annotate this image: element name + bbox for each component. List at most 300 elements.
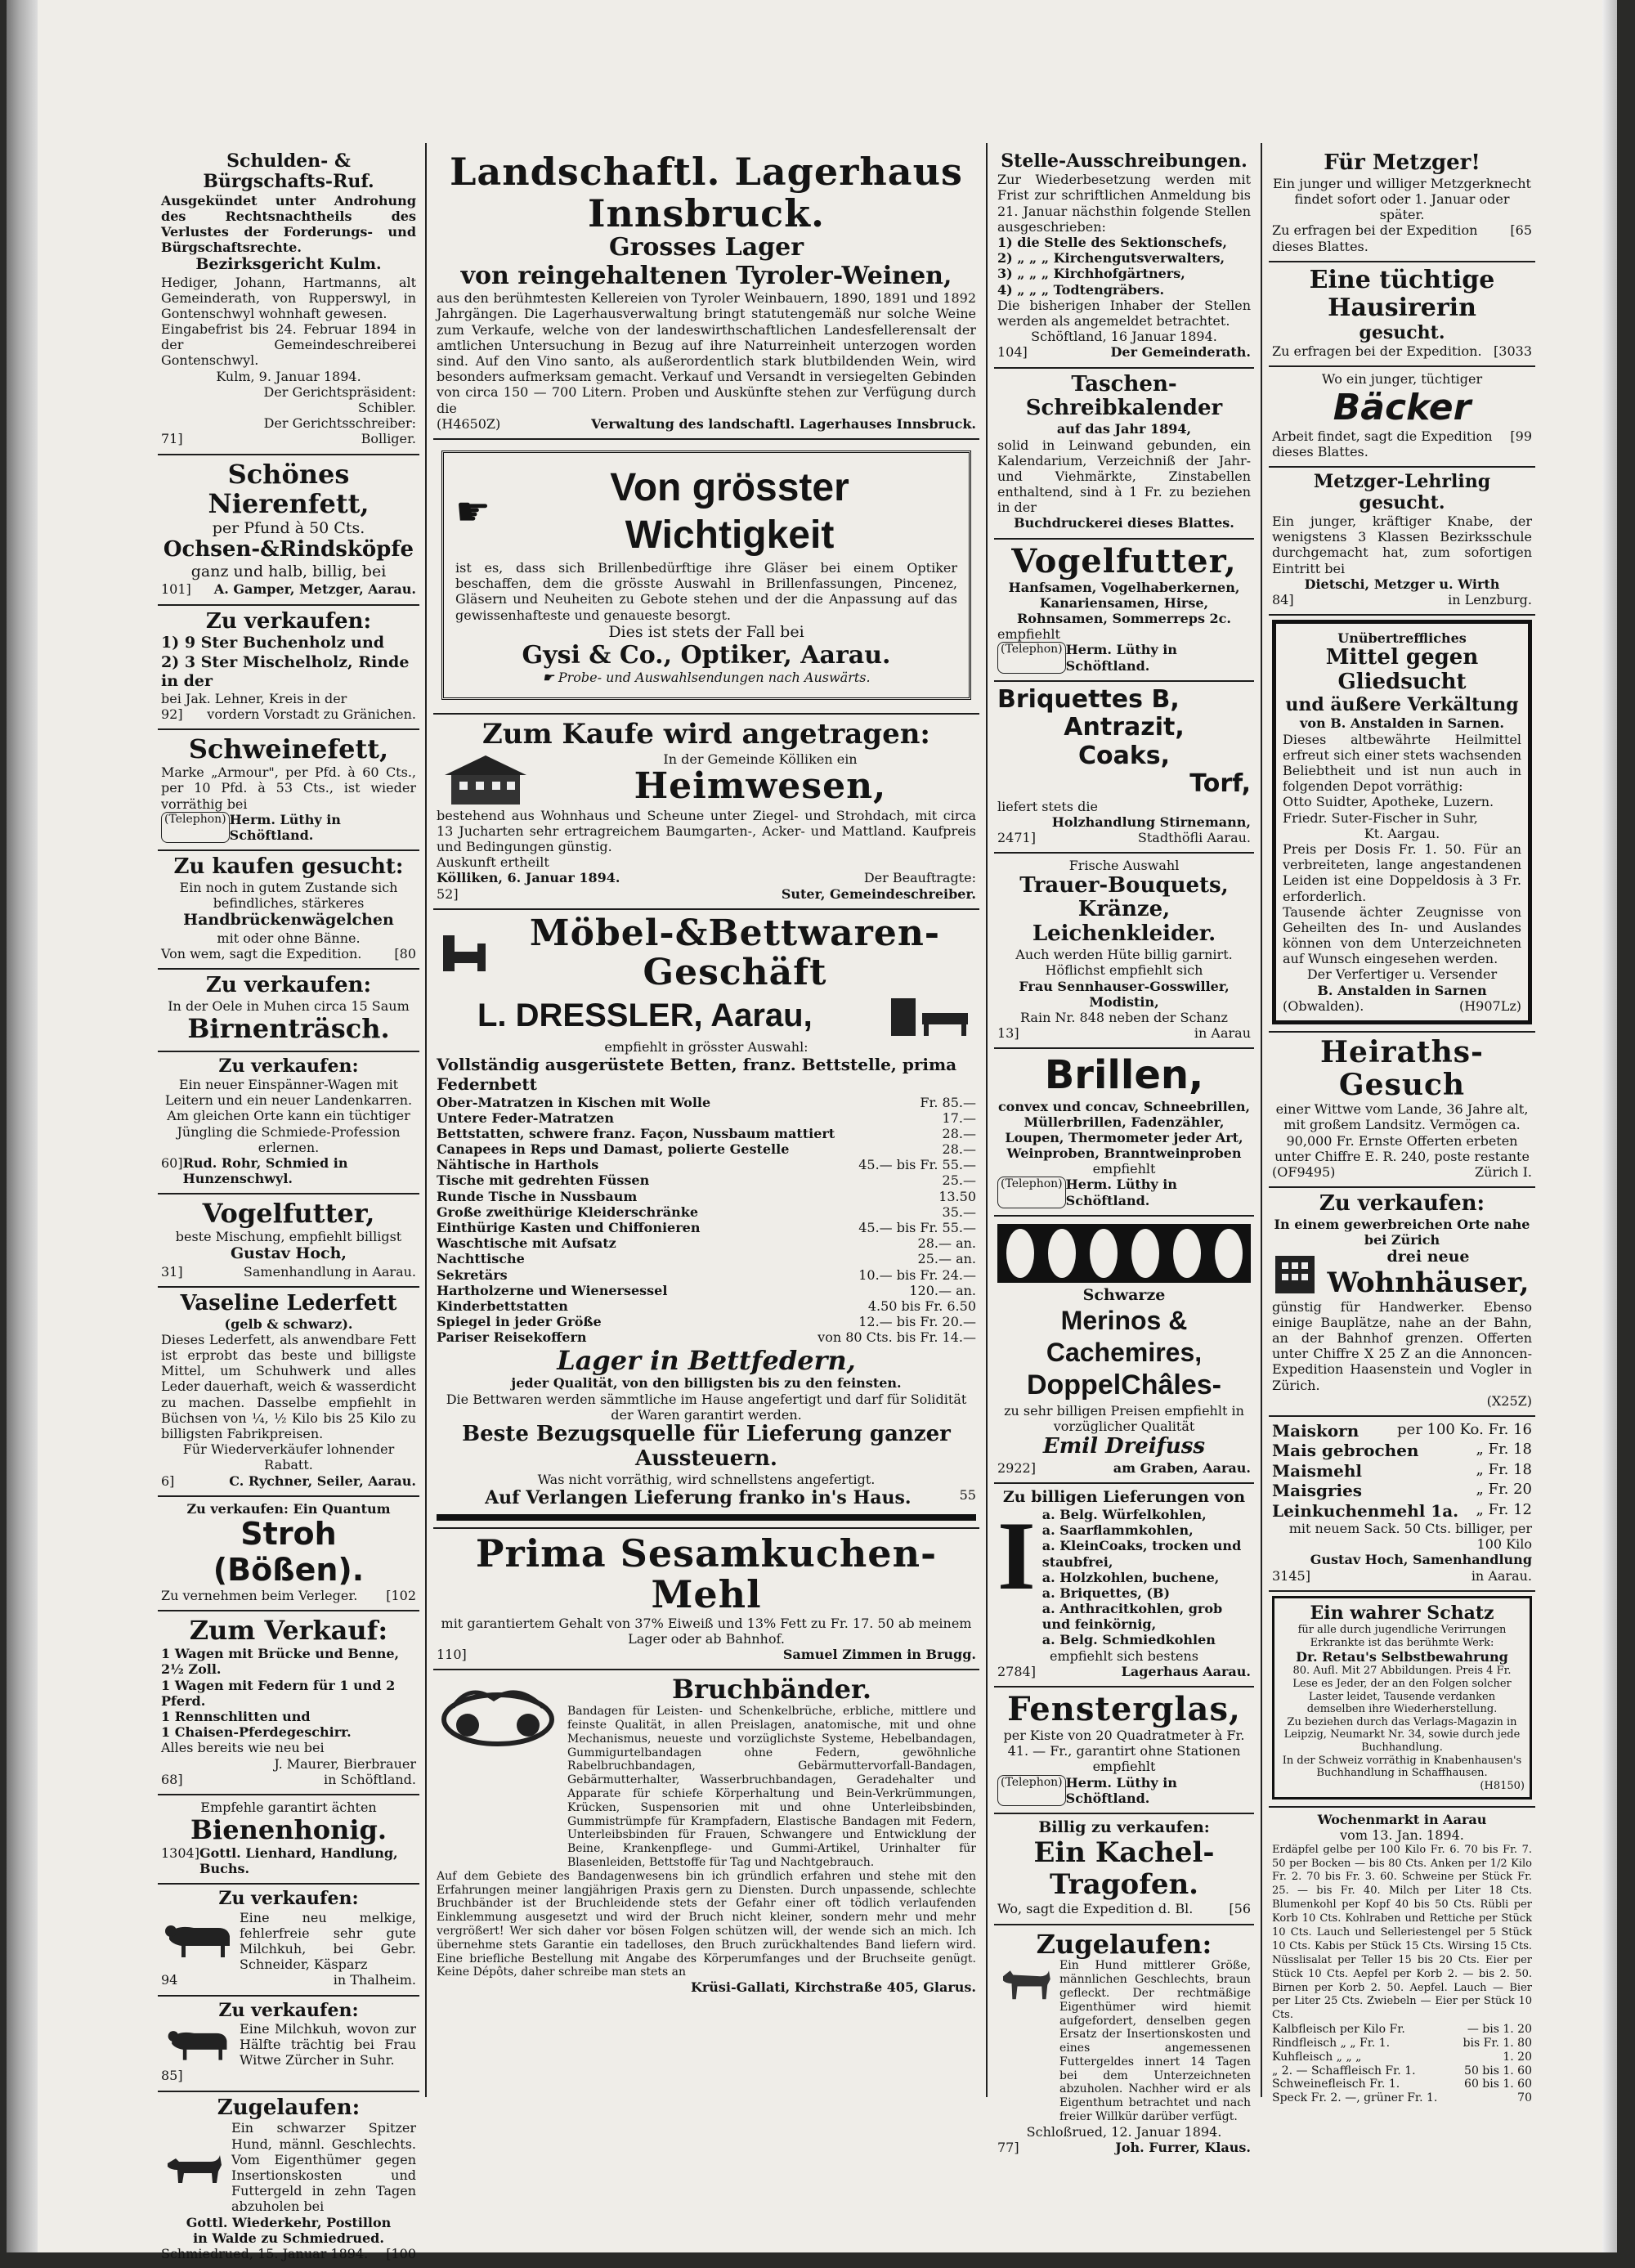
ad-text: bestehend aus Wohnhaus und Scheune unter Ziegel- und Strohdach, mit circa 13 Jucharten sehr ertragreichem Baumgarten-, Acker- und Mattland. Kaufpreis und Bedingungen günstig. bbox=[437, 807, 976, 855]
ad-title: Zugelaufen: bbox=[217, 2095, 361, 2120]
furniture-icon bbox=[886, 993, 976, 1039]
ad-text: in Schöftland. bbox=[323, 1771, 416, 1787]
ad-heiraths-gesuch bbox=[1269, 1033, 1535, 1188]
ad-seller: Holzhandlung Stirnemann, bbox=[1051, 814, 1251, 830]
ad-item: Antrazit, bbox=[1064, 713, 1185, 742]
ad-text: Zu erfragen bei der Expedition dieses Blattes. bbox=[1272, 222, 1478, 254]
ad-item: Coaks, bbox=[1077, 741, 1171, 770]
ad-date: Schloßrued, 12. Januar 1894. bbox=[1026, 2123, 1222, 2140]
ad-text: Erdäpfel gelbe per 100 Kilo Fr. 6. 70 bis Fr. 7. 50 per Bocken — bis 80 Cts. Anken per 1/2 Kilo Fr. 2. 70 bis Fr. 3. 60. Schweine per Stück Fr. 25. — bis Fr. 40. Milch per Liter 18 Cts. Blumenkohl per Kopf 40 bis 50 Cts. Rübli per Korb 10 Cts. Kohlraben und Rettiche per Stück 10 Cts. Lauch und Selleriestengel per 5 Stück 10 Cts. Kabis per Stück 15 Cts. Wirsing 15 Cts. Nüsslisalat per Teller 15 bis 20 Cts. Eier per Stück 10 Cts. Aepfel per Korb 2. — bis 2. 50. Birnen per Korb 2. 50. Aepfel. Lauch — Bier per Liter 25 Cts. Zwiebeln — Eier per Stück 10 Cts. bbox=[1272, 1843, 1532, 2022]
ad-text: mit garantiertem Gehalt von 37% Eiweiß und 13% Fett zu Fr. 17. 50 ab meinem Lager oder ab Bahnhof. bbox=[441, 1615, 972, 1647]
ad-text: Vollständig ausgerüstete Betten, franz. Bettstelle, prima Federnbett bbox=[437, 1054, 957, 1095]
ad-hausirerin bbox=[1269, 262, 1535, 367]
ad-text: zu sehr billigen Preisen empfiehlt in vorzüglicher Qualität bbox=[1004, 1402, 1244, 1434]
mais-item-name: Mais gebrochen bbox=[1272, 1441, 1419, 1461]
ad-kachel-tragofen bbox=[994, 1814, 1254, 1925]
column-4 bbox=[1269, 147, 1535, 2105]
telephon-badge: (Telephon) bbox=[997, 642, 1066, 673]
ad-title: Merinos & Cachemires, bbox=[1046, 1305, 1203, 1368]
ad-title: Zu kaufen gesucht: bbox=[173, 854, 404, 880]
ad-fensterglas bbox=[994, 1688, 1254, 1814]
price-value: 25.— an. bbox=[917, 1251, 976, 1267]
ad-text: 1) die Stelle des Sektionschefs, bbox=[997, 235, 1227, 251]
price-item-name: Große zweithürige Kleiderschränke bbox=[437, 1203, 699, 1220]
ad-text: convex und concav, Schneebrillen, Müllerbrillen, Fadenzähler, Loupen, Thermometer jeder Art, Weinproben, Branntweinproben bbox=[997, 1098, 1251, 1162]
mais-row bbox=[1272, 1501, 1532, 1521]
ad-text: Marke „Armour", per Pfd. à 60 Cts., per 10 Pfd. à 53 Cts., ist wieder vorräthig bei bbox=[161, 764, 416, 812]
ad-signature: Der Gemeinderath. bbox=[1110, 344, 1251, 361]
ad-number: 68] bbox=[161, 1771, 183, 1787]
ad-text: Zu erfragen bei der Expedition. bbox=[1272, 343, 1482, 360]
price-item-name: Sekretärs bbox=[437, 1266, 508, 1283]
ad-date: Kölliken, 6. Januar 1894. bbox=[437, 870, 620, 886]
price-value: 45.— bis Fr. 55.— bbox=[858, 1220, 976, 1236]
divider bbox=[437, 1514, 976, 1521]
ad-title: Zu verkaufen: bbox=[205, 972, 372, 997]
ad-number: [102 bbox=[386, 1588, 416, 1604]
ad-text: Zu vernehmen beim Verleger. bbox=[161, 1588, 358, 1604]
ad-text: Der Verfertiger u. Versender bbox=[1306, 966, 1498, 983]
ad-gliedsucht bbox=[1269, 616, 1535, 1033]
ad-seller: Lagerhaus Aarau. bbox=[1121, 1663, 1251, 1679]
price-item-name: Ober-Matratzen in Kischen mit Wolle bbox=[437, 1094, 711, 1110]
ad-text: 4) „ „ „ Todtengräbers. bbox=[997, 281, 1165, 298]
ad-text: Zur Wiederbesetzung werden mit Frist zur schriftlichen Anmeldung bis 21. Januar nächsthin folgende Stellen ausgeschrieben: bbox=[997, 172, 1251, 235]
price-row bbox=[437, 1095, 976, 1110]
ad-sesamkuchen bbox=[433, 1529, 979, 1671]
ad-trauer-bouquets bbox=[994, 854, 1254, 1049]
ad-text: empfiehlt bbox=[997, 626, 1060, 643]
ad-milchkuh-2 bbox=[158, 1997, 419, 2092]
ad-number: [56 bbox=[1229, 1901, 1251, 1917]
ad-text: liefert stets die bbox=[997, 798, 1098, 814]
market-price: 70 bbox=[1517, 2091, 1532, 2105]
ad-text: Wo ein junger, tüchtiger bbox=[1321, 371, 1483, 388]
ad-text: Die bisherigen Inhaber der Stellen werden als angemeldet betrachtet. bbox=[997, 297, 1251, 329]
ad-title: Möbel-&Bettwaren-Geschäft bbox=[529, 912, 941, 994]
ad-title: Schönes Nierenfett, bbox=[208, 458, 370, 520]
ad-text: Ein Hund mittlerer Größe, männlichen Geschlechts, braun gefleckt. Der rechtmäßige Eigenthümer wird hiemit aufgefordert, denselben gegen Ersatz der Insertionskosten und eines angemessenen Futtergeldes innert 14 Tagen bei dem Unterzeichneten abzuholen. Nachher wird er als Eigenthum betrachtet und nach freier Willkür darüber verfügt. bbox=[1059, 1959, 1251, 2124]
ad-title: DoppelChâles- bbox=[1026, 1369, 1222, 1401]
ad-signature: Schibler. bbox=[357, 400, 416, 416]
ad-title: Für Metzger! bbox=[1324, 150, 1480, 175]
dog-icon bbox=[997, 1959, 1055, 2008]
ad-number: 92] bbox=[161, 706, 183, 723]
ad-text: Wo, sagt die Expedition d. Bl. bbox=[997, 1901, 1194, 1917]
ad-text: Die Bettwaren werden sämmtliche im Hause angefertigt und darf für Solidität der Waren garantirt werden. bbox=[446, 1391, 967, 1423]
ad-number: 31] bbox=[161, 1263, 183, 1280]
mais-price-list bbox=[1272, 1421, 1532, 1521]
column-rule bbox=[1261, 143, 1262, 2097]
ad-title: Leichenkleider. bbox=[1032, 921, 1216, 947]
ad-seller: Krüsi-Gallati, Kirchstraße 405, Glarus. bbox=[690, 1979, 976, 1996]
mais-price: „ Fr. 20 bbox=[1476, 1481, 1532, 1499]
market-item-name: „ 2. — Schaffleisch Fr. 1. bbox=[1272, 2064, 1416, 2078]
ad-item: Handbrückenwägelchen bbox=[183, 911, 394, 930]
ad-text: jeder Qualität, von den billigsten bis zu den feinsten. bbox=[511, 1375, 902, 1392]
ad-text: drei neue bbox=[1386, 1248, 1470, 1266]
market-row bbox=[1272, 2078, 1532, 2091]
ad-metzger-lehrling bbox=[1269, 468, 1535, 616]
ad-zum-verkauf bbox=[158, 1611, 419, 1795]
ad-text: 3) „ „ „ Kirchhofgärtners, bbox=[997, 266, 1185, 282]
ad-number: 94 bbox=[161, 1972, 178, 1988]
ad-number: [65 bbox=[1510, 222, 1532, 239]
price-item-name: Untere Feder-Matratzen bbox=[437, 1109, 614, 1126]
ad-text: Billig zu verkaufen: bbox=[1038, 1818, 1210, 1836]
price-row bbox=[437, 1172, 976, 1188]
ad-text: am Graben, Aarau. bbox=[1113, 1459, 1251, 1476]
ad-title: Ein Kachel-Tragofen. bbox=[1033, 1836, 1215, 1902]
market-item-name: Kuhfleisch „ „ „ bbox=[1272, 2050, 1362, 2064]
truss-illustration-icon bbox=[437, 1674, 559, 1764]
ad-title: Vaseline Lederfett bbox=[180, 1290, 397, 1316]
ad-text: günstig für Handwerker. Ebenso einige Bauplätze, nahe an der Bahn, an der Bahnhof grenzen. Offerten unter Chiffre X 25 Z an die Annoncen-Expedition Haasenstein und Vogler in Zürich. bbox=[1272, 1298, 1532, 1393]
column-1 bbox=[158, 147, 419, 2261]
price-row bbox=[437, 1251, 976, 1266]
price-row bbox=[437, 1267, 976, 1283]
coal-list bbox=[1042, 1507, 1251, 1648]
coal-item: a. Belg. Würfelkohlen, bbox=[1041, 1506, 1207, 1522]
pointing-hand-icon: ☛ bbox=[455, 489, 491, 536]
ad-text: Ein junger, kräftiger Knabe, der wenigstens 3 Klassen Bezirksschule durchgemacht hat, zum sofortigen Eintritt bei bbox=[1272, 513, 1532, 576]
price-value: 28.— an. bbox=[917, 1235, 976, 1252]
ad-zu-kaufen-gesucht bbox=[158, 851, 419, 970]
ad-seller: Samuel Zimmen in Brugg. bbox=[782, 1647, 976, 1663]
ad-text: Samenhandlung in Aarau. bbox=[243, 1263, 416, 1280]
mais-row bbox=[1272, 1481, 1532, 1500]
ad-gysi-optiker bbox=[433, 440, 979, 715]
ad-seller: Gustav Hoch, Samenhandlung bbox=[1310, 1552, 1532, 1568]
ad-title: Heiraths-Gesuch bbox=[1320, 1035, 1484, 1102]
ad-text: Probe- und Auswahlsendungen nach Auswärts. bbox=[558, 670, 871, 686]
ad-title: Schulden- & Bürgschafts-Ruf. bbox=[203, 150, 374, 193]
ad-title: Zu verkaufen: Ein Quantum bbox=[186, 1500, 391, 1517]
ad-wohnhaeuser bbox=[1269, 1188, 1535, 1417]
ad-text: empfiehlt bbox=[1092, 1161, 1156, 1177]
market-row bbox=[1272, 2037, 1532, 2051]
ad-text: Kt. Aargau. bbox=[1364, 825, 1440, 841]
price-value: 45.— bis Fr. 55.— bbox=[858, 1157, 976, 1173]
ad-date: Schmiedrued, 15. Januar 1894. bbox=[161, 2245, 369, 2261]
ad-title: Ochsen-&Rindsköpfe bbox=[163, 537, 414, 563]
ad-title: Zu verkaufen: bbox=[218, 1999, 359, 2021]
ad-title: Von grösster Wichtigkeit bbox=[610, 465, 849, 558]
price-row bbox=[437, 1157, 976, 1172]
ad-subtitle: von reingehaltenen Tyroler-Weinen, bbox=[460, 261, 952, 290]
ad-text: Ausgekündet unter Androhung des Rechtsnachtheils des Verlustes der Forderungs- und Bürgschaftsrechte. bbox=[161, 192, 416, 256]
price-row bbox=[437, 1235, 976, 1251]
ad-text: 2) 3 Ster Mischelholz, Rinde in der bbox=[161, 652, 410, 690]
market-row bbox=[1272, 2023, 1532, 2037]
cow-icon bbox=[161, 1918, 235, 1963]
ad-seller: Joh. Furrer, Klaus. bbox=[1115, 2140, 1251, 2156]
ad-number: 77] bbox=[997, 2140, 1019, 2156]
price-item-name: Bettstatten, schwere franz. Façon, Nussbaum mattiert bbox=[437, 1125, 835, 1141]
ad-text: Unübertreffliches bbox=[1337, 630, 1467, 647]
ad-text: Am gleichen Orte kann ein tüchtiger Jüngling die Schmiede-Profession erlernen. bbox=[167, 1108, 410, 1155]
ad-title: Wochenmarkt in Aarau bbox=[1317, 1812, 1487, 1828]
ad-item: Stroh (Bößen). bbox=[213, 1515, 365, 1588]
newspaper-page bbox=[7, 0, 1617, 2261]
ad-merinos bbox=[994, 1217, 1254, 1484]
price-row bbox=[437, 1110, 976, 1126]
ad-title: Metzger-Lehrling gesucht. bbox=[1313, 471, 1491, 513]
house-icon bbox=[437, 751, 535, 808]
market-item-name: Rindfleisch „ „ Fr. 1. bbox=[1272, 2037, 1391, 2051]
ad-text: Bandagen für Leisten- und Schenkelbrüche, erbliche, mittlere und feinste Qualität, in allen Preislagen, anatomische, mit und ohne Mechanismus, neueste und vorzüglichste Systeme, Hebelbandagen, Gummigurtelbandagen ohne Federn, gewöhnliche Rabelbruchbandagen, Gebärmuttervorfall-Bandagen, Gebärmutterhalter, Wasserbruchbandagen, Geradehalter und Apparate für schiefe Körperhaltung und Bein-Verkrümmungen, Krücken, Suspensorien mit und ohne Unterleibsbinden, Gummistrümpfe für Krampfadern, Elastische Bandagen mit Federn, Unterleibsbinden für Frauen, Schwangere und Entwicklung der Beine, Krankenpflege- und Gummi-Artikel, Urinhalter für Blasenleiden, Bettstoffe für Tag und Nachtgebrauch. bbox=[567, 1705, 976, 1870]
ad-date: Schöftland, 16 Januar 1894. bbox=[1031, 329, 1217, 345]
ad-zugelaufen-hund bbox=[158, 2092, 419, 2268]
ad-code: (X25Z) bbox=[1486, 1392, 1532, 1409]
ad-briquettes bbox=[994, 682, 1254, 854]
binding-shadow bbox=[7, 0, 38, 2252]
market-row bbox=[1272, 2051, 1532, 2064]
ad-text: Auf Verlangen Lieferung franko in's Haus. bbox=[485, 1486, 912, 1508]
ad-wagen bbox=[158, 1052, 419, 1195]
ad-text: In der Gemeinde Kölliken ein bbox=[663, 751, 858, 767]
page-edge bbox=[1602, 0, 1617, 2252]
ad-title: Zum Kaufe wird angetragen: bbox=[482, 717, 930, 751]
ad-number: [80 bbox=[394, 945, 416, 961]
ad-seller: Herm. Lüthy in Schöftland. bbox=[1065, 642, 1177, 674]
ad-text: 1 Wagen mit Brücke und Benne, 2½ Zoll. bbox=[161, 1646, 400, 1678]
price-row bbox=[437, 1314, 976, 1329]
mais-row bbox=[1272, 1421, 1532, 1441]
ad-title: Prima Sesamkuchen-Mehl bbox=[475, 1531, 938, 1617]
ad-text: 80. Aufl. Mit 27 Abbildungen. Preis 4 Fr. bbox=[1292, 1665, 1512, 1678]
ad-subtitle: Lager in Bettfedern, bbox=[557, 1344, 856, 1376]
ad-schuldenruf bbox=[158, 147, 419, 455]
ad-vogelfutter bbox=[158, 1195, 419, 1287]
mais-price: „ Fr. 18 bbox=[1476, 1460, 1532, 1478]
ad-text: in Aarau bbox=[1194, 1025, 1251, 1042]
ad-title: Mittel gegen Gliedsucht bbox=[1325, 645, 1479, 695]
ad-number: 71] bbox=[161, 431, 183, 447]
ad-text: ganz und halb, billig, bei bbox=[190, 563, 387, 581]
price-row bbox=[437, 1298, 976, 1314]
ad-nierenfett bbox=[158, 455, 419, 606]
ad-number: 84] bbox=[1272, 592, 1294, 607]
ad-title: Ein wahrer Schatz bbox=[1310, 1602, 1494, 1624]
ad-item: Heimwesen, bbox=[634, 765, 887, 808]
market-price: 50 bis 1. 60 bbox=[1464, 2064, 1532, 2078]
ad-title: Bienenhonig. bbox=[190, 1814, 387, 1846]
ad-seller: Gustav Hoch, bbox=[230, 1244, 347, 1263]
market-price: 1. 20 bbox=[1503, 2050, 1532, 2064]
ad-text: Arbeit findet, sagt die Expedition dieses Blattes. bbox=[1272, 428, 1493, 460]
ad-title: Taschen-Schreibkalender bbox=[1025, 371, 1223, 421]
market-item-name: Schweinefleisch Fr. 1. bbox=[1272, 2078, 1400, 2091]
ad-wahrer-schatz bbox=[1269, 1592, 1535, 1809]
coal-item: a. Anthracitkohlen, grob und feinkörnig, bbox=[1041, 1601, 1223, 1633]
price-item-name: Tische mit gedrehten Füssen bbox=[437, 1172, 650, 1189]
cow-icon bbox=[161, 2024, 235, 2065]
ad-date: Kulm, 9. Januar 1894. bbox=[216, 368, 361, 384]
ad-kalender bbox=[994, 369, 1254, 540]
price-row bbox=[437, 1126, 976, 1141]
ad-text: solid in Leinwand gebunden, ein Kalendarium, Verzeichniß der Jahr- und Viehmärkte, Zinstabellen enthaltend, sind à 1 Fr. zu beziehen in der bbox=[997, 437, 1251, 516]
coal-item: a. Briquettes, (B) bbox=[1041, 1584, 1171, 1601]
ad-signature: Suter, Gemeindeschreiber. bbox=[781, 885, 976, 902]
ad-text: empfiehlt sich bestens bbox=[1050, 1647, 1198, 1664]
ad-text: 2) „ „ „ Kirchengutsverwalters, bbox=[997, 250, 1225, 267]
ad-title: Vogelfutter, bbox=[202, 1198, 375, 1230]
ad-text: Tausende ächter Zeugnisse von Geheilten des In- und Auslandes können von dem Unterzeichneten auf Wunsch eingesehen werden. bbox=[1283, 903, 1521, 967]
ad-maiskorn bbox=[1269, 1417, 1535, 1592]
ad-title: und äußere Verkältung bbox=[1285, 694, 1519, 716]
ad-seller: Herm. Lüthy in Schöftland. bbox=[1065, 1774, 1177, 1806]
ad-number: 101] bbox=[161, 581, 191, 598]
ad-text: für alle durch jugendliche Verirrungen Erkrankte ist das berühmte Werk: bbox=[1297, 1623, 1507, 1649]
market-price: — bis 1. 20 bbox=[1467, 2023, 1532, 2037]
market-row bbox=[1272, 2091, 1532, 2105]
ad-text: Der Gerichtspräsident: bbox=[263, 383, 416, 400]
ad-text: Dies ist stets der Fall bei bbox=[608, 622, 804, 641]
telephon-badge: (Telephon) bbox=[161, 812, 230, 843]
ad-number: 2784] bbox=[997, 1663, 1036, 1679]
ad-seller: Rud. Rohr, Schmied in Hunzenschwyl. bbox=[182, 1155, 348, 1187]
telephon-badge: (Telephon) bbox=[997, 1775, 1066, 1806]
ad-seller: Buchdruckerei dieses Blattes. bbox=[1014, 515, 1234, 531]
ad-text: Eingabefrist bis 24. Februar 1894 in der Gemeindeschreiberei Gontenschwyl. bbox=[161, 321, 416, 369]
ad-title: Zu verkaufen: bbox=[205, 608, 372, 634]
ad-schweinefett bbox=[158, 730, 419, 851]
ad-code: (H907Lz) bbox=[1458, 997, 1521, 1014]
price-value: 13.50 bbox=[938, 1188, 976, 1204]
mais-item-name: Maismehl bbox=[1272, 1460, 1362, 1481]
ad-title: Stelle-Ausschreibungen. bbox=[1001, 150, 1248, 172]
market-item-name: Kalbfleisch per Kilo Fr. bbox=[1272, 2023, 1405, 2037]
ad-title: Zugelaufen: bbox=[1036, 1928, 1212, 1960]
ad-text: Der Gerichtsschreiber: bbox=[263, 415, 416, 432]
ad-text: vordern Vorstadt zu Gränichen. bbox=[207, 706, 416, 723]
price-item-name: Nähtische in Harthols bbox=[437, 1157, 599, 1173]
ad-bienenhonig bbox=[158, 1795, 419, 1885]
ad-text: Hanfsamen, Vogelhaberkernen, Kanariensamen, Hirse, Rohnsamen, Sommerreps 2c. bbox=[1008, 579, 1240, 627]
ad-item: Briquettes B, bbox=[997, 684, 1180, 714]
ad-stelle-ausschreibungen bbox=[994, 147, 1254, 369]
ad-title: Landschaftl. Lagerhaus Innsbruck. bbox=[450, 150, 963, 235]
ad-text: Zu beziehen durch das Verlags-Magazin in Leipzig, Neumarkt Nr. 34, sowie durch jede Buchhandlung. bbox=[1283, 1715, 1521, 1754]
ad-subtitle: gesucht. bbox=[1359, 321, 1445, 343]
ad-text: mit neuem Sack. 50 Cts. billiger, per 100 Kilo bbox=[1288, 1520, 1532, 1553]
ad-seller: Herm. Lüthy in Schöftland. bbox=[229, 811, 341, 843]
ad-number: [100 bbox=[386, 2245, 416, 2261]
ad-number: 110] bbox=[437, 1647, 467, 1663]
price-value: 120.— an. bbox=[909, 1282, 976, 1298]
ad-number: [99 bbox=[1510, 428, 1532, 445]
ad-code: (H8150) bbox=[1480, 1779, 1525, 1792]
ad-kohlen bbox=[994, 1484, 1254, 1688]
ad-number: 60] bbox=[161, 1155, 183, 1172]
price-value: 10.— bis Fr. 24.— bbox=[858, 1266, 976, 1283]
price-value: 17.— bbox=[942, 1109, 976, 1126]
price-value: 12.— bis Fr. 20.— bbox=[858, 1314, 976, 1330]
mais-row bbox=[1272, 1441, 1532, 1460]
price-row bbox=[437, 1189, 976, 1204]
ad-seller: C. Rychner, Seiler, Aarau. bbox=[229, 1472, 416, 1489]
ad-text: Beste Bezugsquelle für Lieferung ganzer Aussteuern. bbox=[462, 1421, 951, 1471]
ad-vaseline bbox=[158, 1288, 419, 1497]
market-price-list bbox=[1272, 2023, 1532, 2105]
ad-text: empfiehlt in grösster Auswahl: bbox=[604, 1038, 809, 1055]
ad-text: Dieses Lederfett, als anwendbare Fett ist erprobt das beste und billigste Mittel, um Schuhwerk und alles Leder dauerhaft, weich & wasserdicht zu machen. Dasselbe empfiehlt in Büchsen von ¼, ½ Kilo bis 25 Kilo zu billigsten Fabrikpreisen. bbox=[161, 1331, 416, 1441]
ad-number: [3033 bbox=[1494, 343, 1532, 360]
market-row bbox=[1272, 2064, 1532, 2078]
ad-text: Bezirksgericht Kulm. bbox=[195, 255, 382, 274]
ad-seller: Emil Dreifuss bbox=[1042, 1433, 1206, 1459]
ad-signature: Verwaltung des landschaftl. Lagerhauses Innsbruck. bbox=[591, 415, 976, 432]
ad-seller: Herm. Lüthy in Schöftland. bbox=[1065, 1177, 1177, 1208]
ad-title: Brillen, bbox=[1044, 1052, 1204, 1099]
coal-item: a. KleinCoaks, trocken und staubfrei, bbox=[1041, 1538, 1242, 1570]
ad-number: 3145] bbox=[1272, 1567, 1310, 1584]
telephon-badge: (Telephon) bbox=[997, 1177, 1066, 1208]
ad-text: (Obwalden). bbox=[1283, 997, 1364, 1014]
ad-text: Von wem, sagt die Expedition. bbox=[161, 945, 362, 961]
ad-text: aus den berühmtesten Kellereien von Tyroler Weinbauern, 1890, 1891 und 1892 Jahrgängen. Die Lagerhausverwaltung bringt statutengemäß nur solche Weine zum Verkaufe, welche von der landeswirthschaftlichen Landesfellerensalt der amtlichen Untersuchung in Bezug auf ihre Naturreinheit unterzogen worden sind. Auf den Vino santo, als außerordentlich stark blutbildenden Wein, wird besonders aufmerksam gemacht. Verkauf und Versandt in versiegelten Gebinden von circa 150 — 700 Litern. Proben und Auskünfte stehen zur Verfügung durch die bbox=[437, 290, 976, 416]
price-value: 35.— bbox=[942, 1203, 976, 1220]
ad-date: vom 13. Jan. 1894. bbox=[1340, 1827, 1464, 1844]
column-2 bbox=[433, 147, 979, 2105]
ad-seller: J. Maurer, Bierbrauer bbox=[274, 1755, 416, 1772]
ad-firm: L. DRESSLER, Aarau, bbox=[477, 997, 813, 1034]
price-value: Fr. 85.— bbox=[920, 1094, 976, 1110]
ad-item: Wohnhäuser, bbox=[1327, 1266, 1530, 1299]
ad-number: 55 bbox=[959, 1486, 976, 1503]
ad-text: Alles bereits wie neu bei bbox=[161, 1740, 325, 1756]
ad-text: in Aarau. bbox=[1471, 1567, 1532, 1584]
ad-text: Dieses altbewährte Heilmittel erfreut sich einer stets wachsenden Beliebtheit und ist nun auch in folgenden Depot vorräthig: bbox=[1283, 731, 1521, 795]
ad-text: Für Wiederverkäufer lohnender Rabatt. bbox=[182, 1441, 395, 1473]
ad-text: per Kiste von 20 Quadratmeter à Fr. 41. — Fr., garantirt ohne Stationen empfiehlt bbox=[1003, 1728, 1245, 1775]
ad-title: Zu verkaufen: bbox=[218, 1055, 359, 1077]
price-value: 28.— bbox=[942, 1141, 976, 1158]
mais-price: „ Fr. 18 bbox=[1476, 1441, 1532, 1459]
ad-text: Auf dem Gebiete des Bandagenwesens bin ich gründlich erfahren und stehe mit den Erfahrungen meiner langjährigen Praxis gern zu Diensten. Durch unpassende, schlechte Bruchbänder ist der Bruchleidende stets der Gefahr einer oft tödlich verlaufenden Einklemmung ausgesetzt und wird der Bruch nicht kleiner, sondern mehr und mehr vergrößert! Wer sich daher vor bösen Folgen schützen will, der wende sich an mich. Ich übernehme stets Garantie ein tadelloses, den Bruch zurückhaltendes Band liefern wird. Eine briefliche Bestellung mit Angabe des Körperumfanges und der Bruchseite genügt. Keine Dépôts, daher schreibe man stets an bbox=[437, 1869, 976, 1979]
ad-seller: Gottl. Wiederkehr, Postillon bbox=[186, 2214, 392, 2230]
ad-text: Der Beauftragte: bbox=[863, 870, 976, 886]
ad-text: Eine Milchkuh, wovon zur Hälfte trächtig bei Frau Witwe Zürcher in Suhr. bbox=[240, 2020, 416, 2069]
ad-brillen bbox=[994, 1049, 1254, 1217]
ad-seller: Gottl. Lienhard, Handlung, Buchs. bbox=[199, 1844, 398, 1877]
price-row bbox=[437, 1329, 976, 1345]
price-value: von 80 Cts. bis Fr. 14.— bbox=[818, 1329, 976, 1346]
price-item-name: Hartholzerne und Wienersessel bbox=[437, 1282, 668, 1298]
column-rule bbox=[425, 143, 427, 2097]
price-row bbox=[437, 1204, 976, 1220]
ad-zu-verkaufen-holz bbox=[158, 606, 419, 731]
ad-text: Stadthöfli Aarau. bbox=[1137, 830, 1251, 846]
ad-bruchbaender bbox=[433, 1670, 979, 2001]
mais-row bbox=[1272, 1461, 1532, 1481]
ad-text: per Pfund à 50 Cts. bbox=[212, 519, 365, 538]
ad-fuer-metzger bbox=[1269, 147, 1535, 262]
ad-text: 1 Chaisen-Pferdegeschirr. bbox=[161, 1724, 352, 1741]
ad-text: In einem gewerbreichen Orte nahe bei Zürich bbox=[1274, 1217, 1530, 1248]
ad-text: 1) 9 Ster Buchenholz und bbox=[161, 634, 385, 652]
coal-item: a. Saarflammkohlen, bbox=[1041, 1522, 1194, 1539]
ad-signature: Bolliger. bbox=[361, 431, 416, 447]
column-3 bbox=[994, 147, 1254, 2156]
ad-text: 1 Rennschlitten und bbox=[161, 1709, 311, 1724]
ad-heimwesen bbox=[433, 715, 979, 910]
ad-text: 1 Wagen mit Federn für 1 und 2 Pferd. bbox=[161, 1677, 396, 1709]
ad-text: in Walde zu Schmiedrued. bbox=[193, 2230, 384, 2246]
ad-subtitle: Grosses Lager bbox=[608, 233, 804, 262]
ad-firm: Gysi & Co., Optiker, Aarau. bbox=[522, 640, 891, 670]
